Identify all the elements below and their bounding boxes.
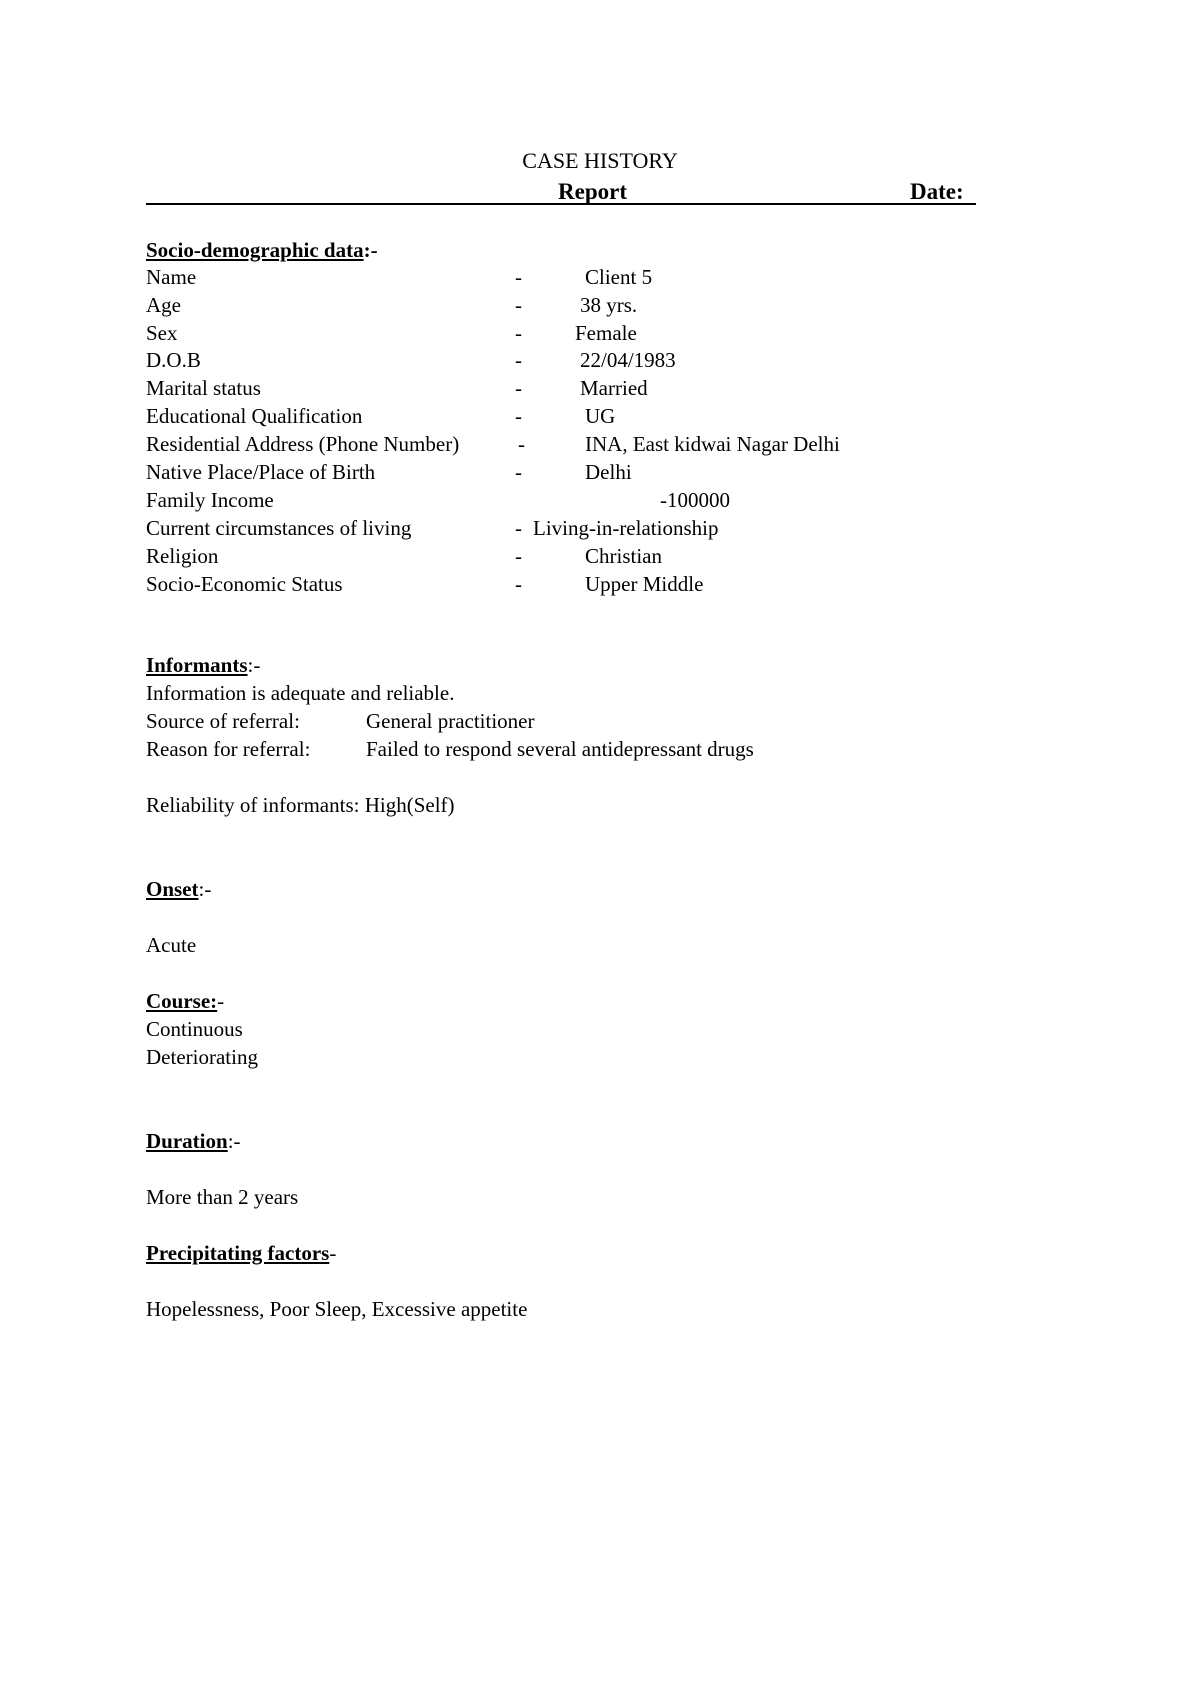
socio-heading [146, 240, 378, 261]
referral-source-value: General practitioner [366, 709, 535, 733]
field-label-ses: Socio-Economic Status [146, 572, 343, 596]
referral-reason-value: Failed to respond several antidepressant drugs [366, 737, 754, 761]
field-label-native: Native Place/Place of Birth [146, 460, 376, 484]
onset-heading-text: Onset [146, 877, 199, 901]
informants-heading-suffix: :- [247, 653, 261, 677]
field-value-age: 38 yrs. [580, 293, 638, 317]
course-value-2: Deteriorating [146, 1045, 258, 1069]
precipitating-heading [146, 1243, 336, 1264]
field-sep-native: - [515, 460, 522, 484]
field-value-address: INA, East kidwai Nagar Delhi [585, 432, 840, 456]
field-value-name: Client 5 [585, 265, 653, 289]
precipitating-value: Hopelessness, Poor Sleep, Excessive appetite [146, 1297, 528, 1321]
field-label-living: Current circumstances of living [146, 516, 412, 540]
onset-value: Acute [146, 933, 197, 957]
field-value-income: -100000 [660, 488, 730, 512]
informants-heading-text: Informants [146, 653, 248, 677]
field-label-religion: Religion [146, 544, 219, 568]
precipitating-heading-text: Precipitating factors [146, 1241, 330, 1265]
course-heading-suffix: - [217, 989, 225, 1013]
precipitating-heading-suffix: - [329, 1241, 337, 1265]
socio-heading-text: Socio-demographic data [146, 238, 364, 262]
date-label: Date: [910, 179, 964, 204]
informants-heading [146, 655, 260, 676]
field-label-address: Residential Address (Phone Number) [146, 432, 460, 456]
course-value-1: Continuous [146, 1017, 243, 1041]
field-sep-education: - [515, 404, 522, 428]
referral-source-label: Source of referral: [146, 709, 300, 733]
duration-heading-text: Duration [146, 1129, 228, 1153]
report-label: Report [558, 179, 627, 204]
field-sep-ses: - [515, 572, 522, 596]
field-label-dob: D.O.B [146, 348, 201, 372]
field-label-name: Name [146, 265, 197, 289]
duration-heading [146, 1131, 241, 1152]
field-sep-name: - [515, 265, 522, 289]
field-value-living: Living-in-relationship [533, 516, 719, 540]
field-value-religion: Christian [585, 544, 662, 568]
field-sep-dob: - [515, 348, 522, 372]
duration-heading-suffix: :- [227, 1129, 241, 1153]
field-label-marital: Marital status [146, 376, 261, 400]
field-label-age: Age [146, 293, 181, 317]
onset-heading [146, 879, 211, 900]
field-value-sex: Female [575, 321, 637, 345]
field-label-income: Family Income [146, 488, 274, 512]
duration-value: More than 2 years [146, 1185, 299, 1209]
informants-statement: Information is adequate and reliable. [146, 681, 455, 705]
field-label-sex: Sex [146, 321, 178, 345]
field-sep-age: - [515, 293, 522, 317]
onset-heading-suffix: :- [198, 877, 212, 901]
course-heading-text: Course: [146, 989, 218, 1013]
field-sep-address: - [518, 432, 525, 456]
field-value-marital: Married [580, 376, 648, 400]
field-value-education: UG [585, 404, 616, 428]
course-heading [146, 991, 224, 1012]
referral-reason-label: Reason for referral: [146, 737, 311, 761]
field-sep-sex: - [515, 321, 522, 345]
field-value-native: Delhi [585, 460, 632, 484]
field-sep-marital: - [515, 376, 522, 400]
field-label-education: Educational Qualification [146, 404, 363, 428]
field-value-ses: Upper Middle [585, 572, 704, 596]
socio-heading-suffix: :- [363, 238, 378, 262]
document-title: CASE HISTORY [522, 148, 678, 173]
informants-reliability: Reliability of informants: High(Self) [146, 793, 455, 817]
field-sep-living: - [515, 516, 522, 540]
field-value-dob: 22/04/1983 [580, 348, 676, 372]
field-sep-religion: - [515, 544, 522, 568]
